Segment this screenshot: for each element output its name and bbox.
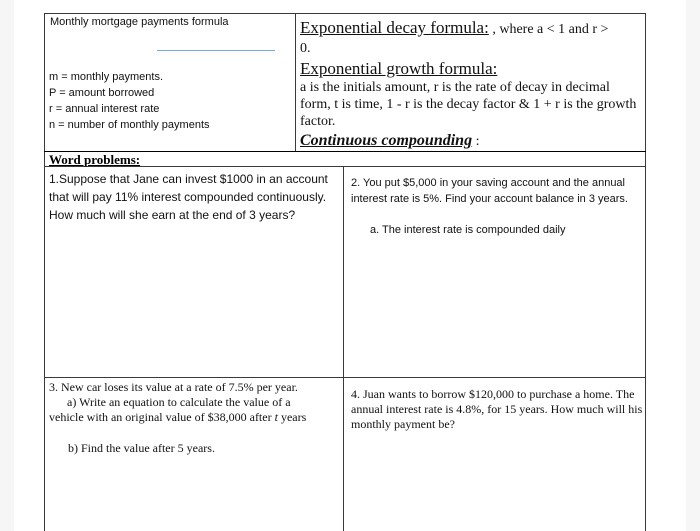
problem-1: 1.Suppose that Jane can invest $1000 in an account that will pay 11% interest compounded continuously. How much will she earn at the end of 3 years? (49, 172, 328, 222)
top-column-divider (295, 13, 296, 152)
problems-row-divider (44, 377, 646, 378)
definition-r: r = annual interest rate (49, 103, 160, 115)
problem-3-statement: 3. New car loses its value at a rate of 7.5% per year. (49, 380, 298, 394)
mortgage-variable-definitions (49, 69, 210, 133)
growth-formula-heading: Exponential growth formula: (300, 59, 498, 78)
decay-formula-heading: Exponential decay formula: (300, 18, 489, 37)
decay-formula-condition-cont: 0. (300, 41, 311, 56)
growth-formula-line (300, 60, 642, 79)
definition-m: m = monthly payments. (49, 71, 164, 83)
problem-3-part-a-end: years (277, 410, 307, 424)
problem-3-variable-t: t (274, 410, 278, 424)
table-border-left (44, 13, 45, 531)
problem-3-part-a: a) Write an equation to calculate the value of a (67, 395, 291, 409)
table-border-top (44, 13, 646, 14)
problem-3-part-b: b) Find the value after 5 years. (68, 441, 215, 455)
mortgage-formula-title: Monthly mortgage payments formula (50, 16, 229, 28)
problem-3-part-a-cont (49, 410, 341, 425)
table-border-right (645, 13, 646, 531)
definition-n: n = number of monthly payments (49, 119, 210, 131)
continuous-compounding-colon: : (472, 134, 480, 149)
problem-2-part-a: a. The interest rate is compounded daily (370, 224, 566, 236)
problem-3-part-a-text: vehicle with an original value of $38,000 after (49, 410, 275, 424)
continuous-compounding-heading: Continuous compounding (300, 132, 473, 149)
continuous-compounding-line (300, 131, 642, 151)
growth-formula-description: a is the initials amount, r is the rate of decay in decimal form, t is time, 1 - r is the decay factor & 1 + r is the growth factor. (300, 80, 637, 129)
word-problems-heading: Word problems: (49, 152, 141, 167)
middle-column-divider (343, 166, 344, 531)
definition-p: P = amount borrowed (49, 87, 155, 99)
problem-4: 4. Juan wants to borrow $120,000 to purchase a home. The annual interest rate is 4.8%, for 15 years. How much will his monthly payment be? (351, 387, 643, 431)
decay-formula-line (300, 19, 642, 39)
problem-2: 2. You put $5,000 in your saving account and the annual interest rate is 5%. Find your account balance in 3 years. (351, 177, 628, 205)
exponential-formulas-cell (300, 19, 642, 151)
formula-placeholder-rule (157, 50, 275, 51)
problem-3 (49, 380, 341, 425)
decay-formula-condition: , where a < 1 and r > (488, 22, 609, 37)
